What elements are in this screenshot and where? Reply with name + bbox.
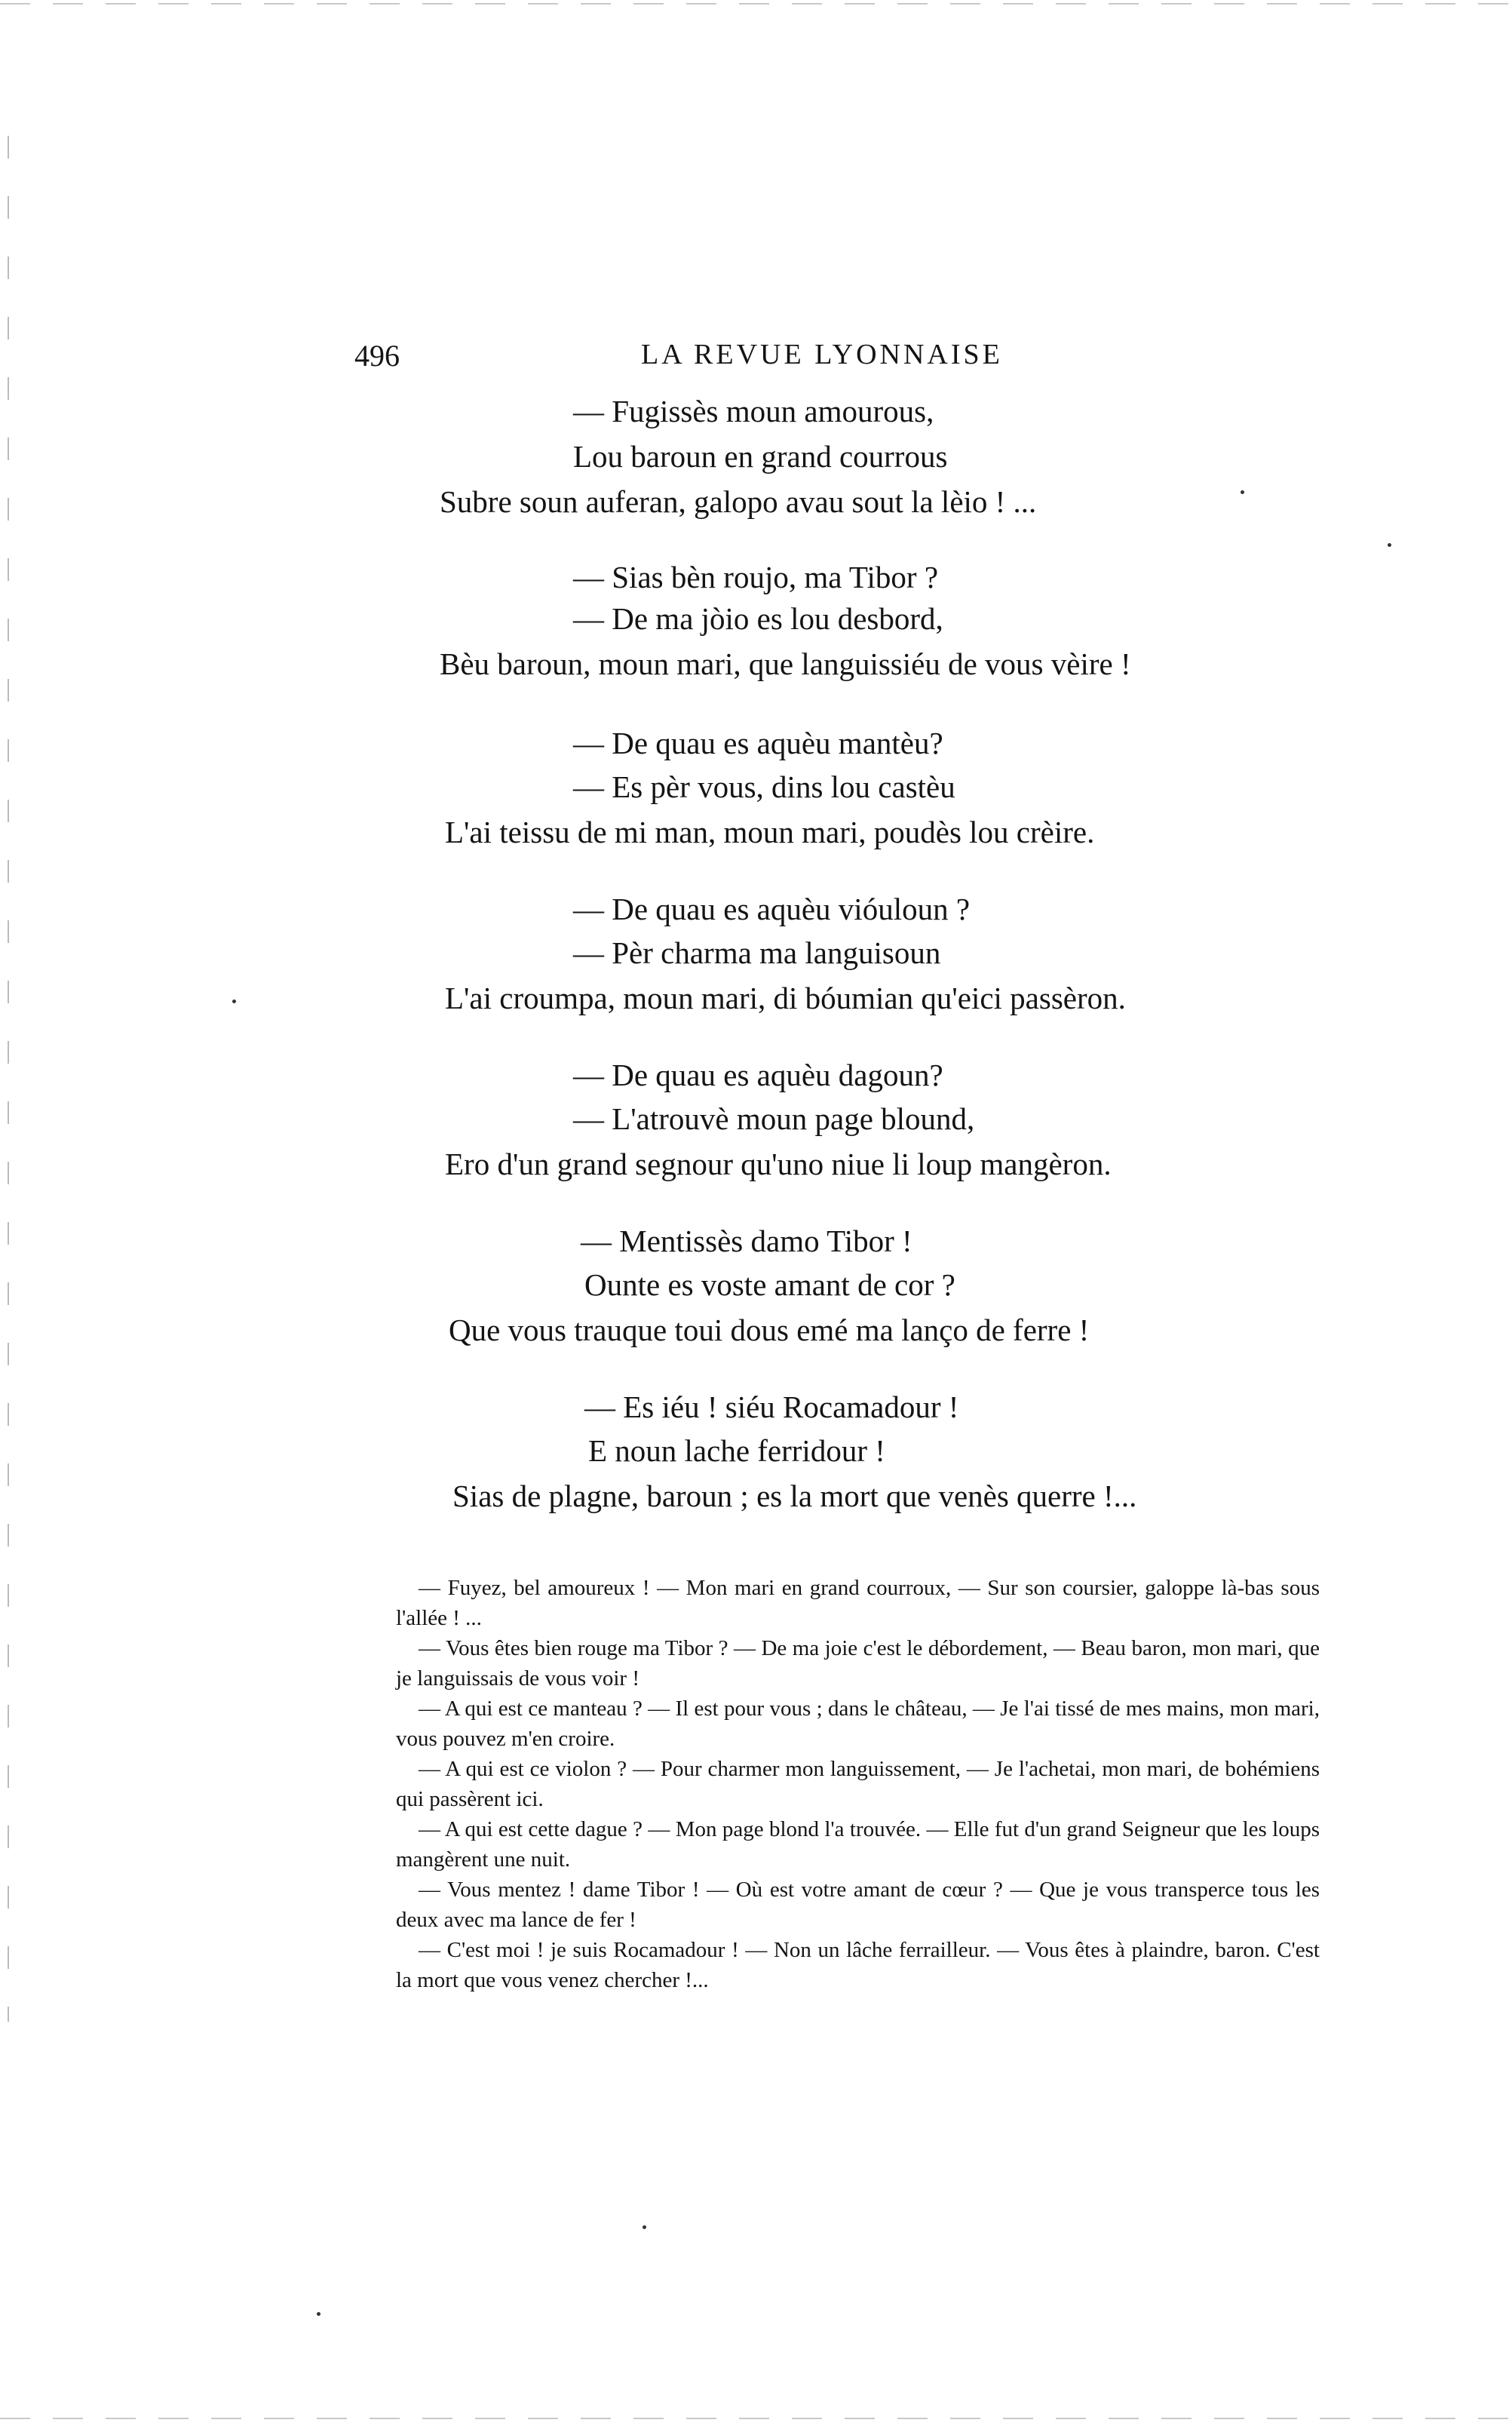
verse-line: Sias de plagne, baroun ; es la mort que venès querre !...	[452, 1479, 1137, 1513]
verse-line: — Es pèr vous, dins lou castèu	[573, 769, 955, 804]
verse-line: E noun lache ferridour !	[588, 1433, 885, 1468]
translation-note: — A qui est cette dague ? — Mon page blond l'a trouvée. — Elle fut d'un grand Seigneur que les loups mangèrent une nuit.	[396, 1817, 1320, 1872]
ink-speck	[1241, 490, 1244, 494]
scan-top-edge	[0, 3, 1512, 5]
scan-bottom-edge	[0, 2418, 1512, 2419]
ink-speck	[643, 2225, 646, 2229]
stanza	[0, 720, 1512, 886]
verse-line: Que vous trauque toui dous emé ma lanço de ferre !	[449, 1313, 1090, 1347]
verse-line: — Pèr charma ma languisoun	[573, 935, 941, 970]
verse-line: L'ai teissu de mi man, moun mari, poudès lou crèire.	[445, 815, 1095, 849]
verse-line: — De quau es aquèu mantèu?	[573, 726, 943, 760]
ink-speck	[1388, 543, 1391, 547]
verse-line: — Es iéu ! siéu Rocamadour !	[584, 1390, 959, 1424]
stanza	[0, 554, 1512, 720]
verse-line: Lou baroun en grand courrous	[573, 439, 948, 474]
stanza	[0, 1218, 1512, 1384]
verse-line: Ounte es voste amant de cor ?	[584, 1267, 955, 1302]
verse-line: Ero d'un grand segnour qu'uno niue li loup mangèron.	[445, 1147, 1112, 1181]
translation-note: — Vous êtes bien rouge ma Tibor ? — De ma joie c'est le débordement, — Beau baron, mon mari, que je languissais de vous voir !	[396, 1636, 1320, 1691]
verse-line: — Fugissès moun amourous,	[573, 394, 934, 428]
verse-line: Subre soun auferan, galopo avau sout la lèio ! ...	[440, 484, 1037, 519]
verse-line: — L'atrouvè moun page blound,	[573, 1101, 975, 1136]
verse-line: — De quau es aquèu vióuloun ?	[573, 892, 971, 926]
verse-line: Bèu baroun, moun mari, que languissiéu de vous vèire !	[440, 646, 1131, 681]
stanza	[0, 886, 1512, 1052]
running-title: LA REVUE LYONNAISE	[641, 339, 1003, 370]
page-header	[354, 338, 1327, 383]
translation-note: — A qui est ce manteau ? — Il est pour vous ; dans le château, — Je l'ai tissé de mes mains, mon mari, vous pouvez m'en croire.	[396, 1697, 1320, 1751]
page-number: 496	[354, 339, 400, 373]
ink-speck	[232, 1000, 236, 1003]
translation-note: — C'est moi ! je suis Rocamadour ! — Non un lâche ferrailleur. — Vous êtes à plaindre, baron. C'est la mort que vous venez chercher !...	[396, 1938, 1320, 1992]
verse-line: — De quau es aquèu dagoun?	[573, 1058, 943, 1092]
translation-notes	[396, 1573, 1320, 1995]
translation-note: — Fuyez, bel amoureux ! — Mon mari en grand courroux, — Sur son coursier, galoppe là-bas sous l'allée ! ...	[396, 1576, 1320, 1630]
stanza	[0, 1052, 1512, 1218]
poem	[0, 388, 1512, 1550]
stanza	[0, 388, 1512, 554]
ink-speck	[317, 2312, 320, 2316]
verse-line: L'ai croumpa, moun mari, di bóumian qu'eici passèron.	[445, 981, 1126, 1015]
translation-note: — A qui est ce violon ? — Pour charmer mon languissement, — Je l'achetai, mon mari, de bohémiens qui passèrent ici.	[396, 1757, 1320, 1811]
verse-line: — De ma jòio es lou desbord,	[573, 601, 943, 636]
translation-note: — Vous mentez ! dame Tibor ! — Où est votre amant de cœur ? — Que je vous transperce tous les deux avec ma lance de fer !	[396, 1878, 1320, 1932]
stanza	[0, 1384, 1512, 1550]
verse-line: — Sias bèn roujo, ma Tibor ?	[573, 560, 939, 594]
verse-line: — Mentissès damo Tibor !	[581, 1224, 912, 1258]
